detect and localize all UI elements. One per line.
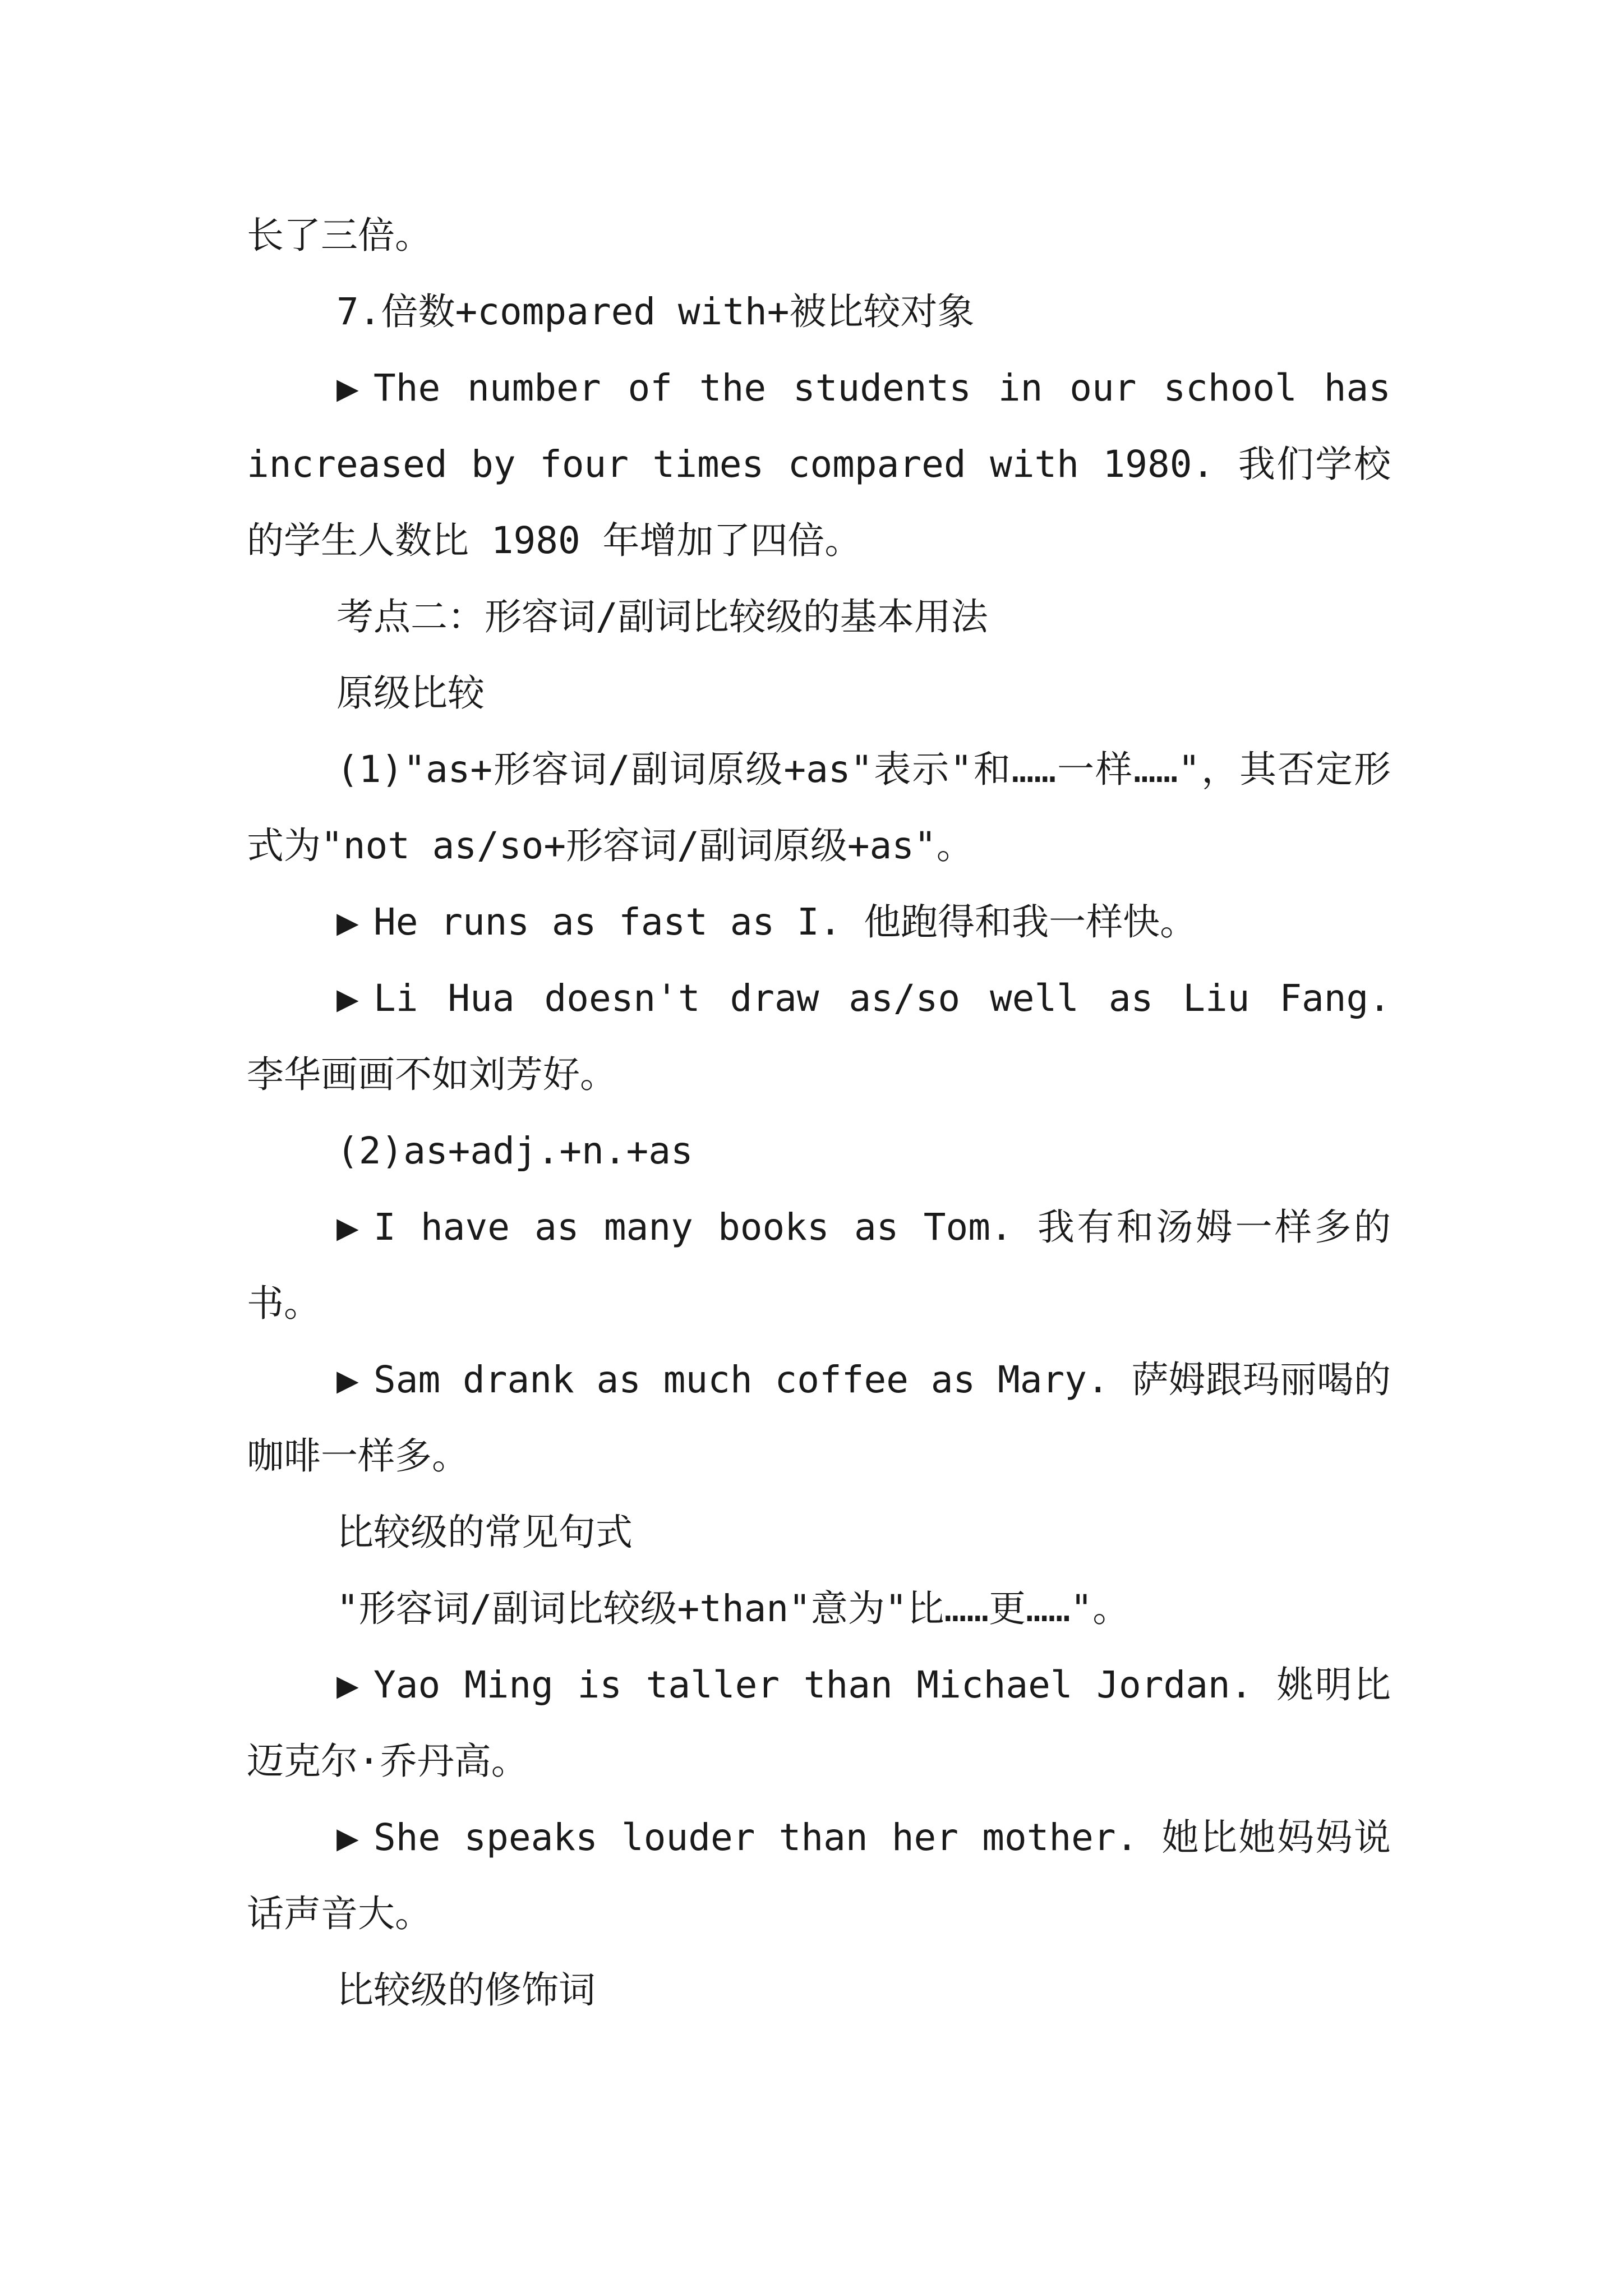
- paragraph-text: (1)"as+形容词/副词原级+as"表示"和……一样……"，其否定形式为"not as/so+形容词/副词原级+as"。: [247, 748, 1391, 867]
- example-text: Sam drank as much coffee as Mary. 萨姆跟玛丽喝的咖啡一样多。: [247, 1358, 1391, 1478]
- paragraph-continuation: [247, 197, 1391, 274]
- triangle-bullet-icon: ▶: [336, 1663, 359, 1706]
- triangle-bullet-icon: ▶: [336, 900, 359, 944]
- triangle-bullet-icon: ▶: [336, 977, 359, 1020]
- example-text: I have as many books as Tom. 我有和汤姆一样多的书。: [247, 1205, 1391, 1325]
- example-paragraph: [247, 1800, 1391, 1952]
- example-paragraph: [247, 960, 1391, 1113]
- paragraph-text: 7.倍数+compared with+被比较对象: [336, 290, 975, 333]
- example-paragraph: [247, 1342, 1391, 1494]
- subsection-heading: [247, 1494, 1391, 1571]
- rule-paragraph: [247, 1571, 1391, 1647]
- example-paragraph: [247, 1647, 1391, 1800]
- example-text: He runs as fast as I. 他跑得和我一样快。: [374, 900, 1197, 944]
- example-paragraph: [247, 884, 1391, 960]
- document-page: [247, 197, 1391, 2028]
- paragraph-text: "形容词/副词比较级+than"意为"比……更……"。: [336, 1587, 1130, 1630]
- triangle-bullet-icon: ▶: [336, 1358, 359, 1401]
- paragraph-text: (2)as+adj.+n.+as: [336, 1129, 693, 1172]
- triangle-bullet-icon: ▶: [336, 1816, 359, 1859]
- example-text: Yao Ming is taller than Michael Jordan. 姚明比迈克尔·乔丹高。: [247, 1663, 1391, 1783]
- example-text: Li Hua doesn't draw as/so well as Liu Fang. 李华画画不如刘芳好。: [247, 977, 1391, 1096]
- paragraph-text: 比较级的常见句式: [336, 1511, 633, 1554]
- paragraph-text: 考点二：形容词/副词比较级的基本用法: [336, 595, 988, 638]
- paragraph-text: 长了三倍。: [247, 214, 432, 257]
- example-paragraph: [247, 1189, 1391, 1342]
- paragraph-text: 原级比较: [336, 671, 485, 715]
- rule-paragraph: [247, 731, 1391, 884]
- example-paragraph: [247, 350, 1391, 579]
- rule-heading-7: [247, 274, 1391, 350]
- subsection-heading: [247, 1952, 1391, 2028]
- triangle-bullet-icon: ▶: [336, 366, 359, 409]
- triangle-bullet-icon: ▶: [336, 1205, 359, 1249]
- subsection-heading: [247, 655, 1391, 731]
- rule-paragraph: [247, 1113, 1391, 1189]
- example-text: The number of the students in our school has increased by four times compared with 1980. 我们学校的学生人数比 1980 年增加了四倍。: [247, 366, 1391, 562]
- paragraph-text: 比较级的修饰词: [336, 1968, 596, 2012]
- example-text: She speaks louder than her mother. 她比她妈妈说话声音大。: [247, 1816, 1391, 1935]
- section-heading: [247, 579, 1391, 655]
